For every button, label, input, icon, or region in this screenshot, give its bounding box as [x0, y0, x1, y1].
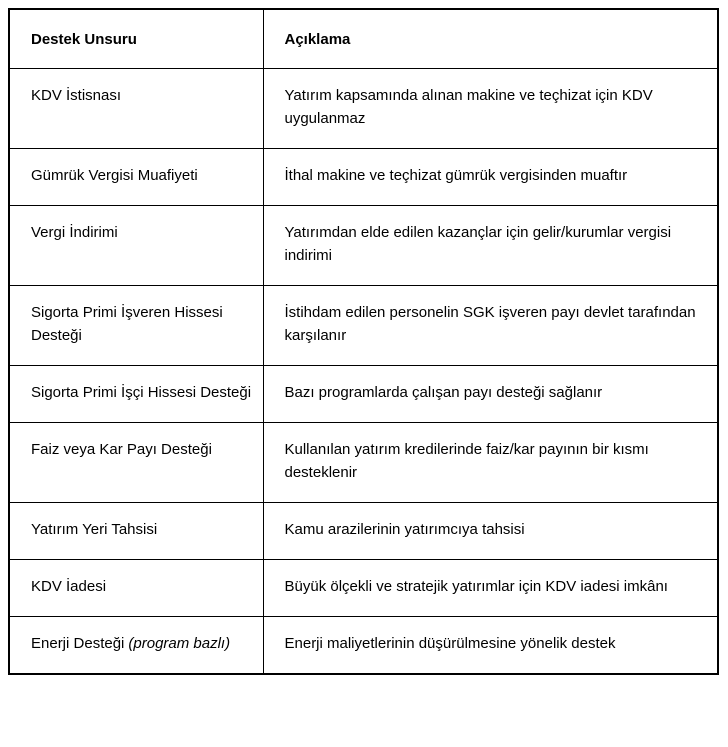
destek-unsuru-note: (program bazlı) [128, 635, 231, 652]
table-row [9, 206, 718, 286]
aciklama-cell [263, 423, 718, 503]
table-row [9, 286, 718, 366]
destek-unsuru-text: KDV İadesi [31, 578, 107, 595]
aciklama-cell [263, 503, 718, 560]
destek-unsuru-cell [9, 366, 263, 423]
table-header-row [9, 9, 718, 69]
table-row [9, 149, 718, 206]
destek-unsuru-cell [9, 149, 263, 206]
aciklama-text: Büyük ölçekli ve stratejik yatırımlar için KDV iadesi imkânı [284, 578, 668, 595]
aciklama-text: Kullanılan yatırım kredilerinde faiz/kar payının bir kısmı desteklenir [284, 441, 649, 481]
table-row [9, 503, 718, 560]
destek-unsuru-text: Sigorta Primi İşveren Hissesi Desteği [31, 304, 223, 344]
destek-unsuru-cell [9, 560, 263, 617]
destek-unsuru-text: Enerji Desteği [31, 635, 125, 652]
aciklama-cell [263, 617, 718, 675]
destek-unsuru-cell [9, 286, 263, 366]
aciklama-cell [263, 206, 718, 286]
aciklama-text: Enerji maliyetlerinin düşürülmesine yönelik destek [284, 635, 616, 652]
destek-unsuru-cell [9, 423, 263, 503]
destek-unsuru-cell [9, 617, 263, 675]
col-header-aciklama: Açıklama [263, 9, 718, 69]
aciklama-cell [263, 69, 718, 149]
destek-unsuru-text: Sigorta Primi İşçi Hissesi Desteği [31, 384, 252, 401]
table-row [9, 560, 718, 617]
aciklama-cell [263, 560, 718, 617]
destek-unsuru-text: Yatırım Yeri Tahsisi [31, 521, 158, 538]
aciklama-text: Yatırım kapsamında alınan makine ve teçhizat için KDV uygulanmaz [284, 87, 653, 127]
aciklama-text: İthal makine ve teçhizat gümrük vergisinden muaftır [284, 167, 628, 184]
destek-unsuru-text: Faiz veya Kar Payı Desteği [31, 441, 212, 458]
aciklama-text: Yatırımdan elde edilen kazançlar için gelir/kurumlar vergisi indirimi [284, 224, 672, 264]
destek-unsuru-text: Vergi İndirimi [31, 224, 118, 241]
table-row [9, 366, 718, 423]
destek-unsuru-text: Gümrük Vergisi Muafiyeti [31, 167, 198, 184]
col-header-destek-unsuru: Destek Unsuru [9, 9, 263, 69]
destek-unsurlari-table [8, 8, 719, 675]
table-row [9, 69, 718, 149]
aciklama-cell [263, 149, 718, 206]
table-row [9, 617, 718, 675]
destek-unsuru-text: KDV İstisnası [31, 87, 122, 104]
destek-unsuru-cell [9, 503, 263, 560]
aciklama-cell [263, 366, 718, 423]
aciklama-text: Bazı programlarda çalışan payı desteği sağlanır [284, 384, 603, 401]
aciklama-text: İstihdam edilen personelin SGK işveren payı devlet tarafından karşılanır [284, 304, 696, 344]
destek-unsuru-cell [9, 206, 263, 286]
table-row [9, 423, 718, 503]
aciklama-text: Kamu arazilerinin yatırımcıya tahsisi [284, 521, 525, 538]
destek-unsuru-cell [9, 69, 263, 149]
aciklama-cell [263, 286, 718, 366]
